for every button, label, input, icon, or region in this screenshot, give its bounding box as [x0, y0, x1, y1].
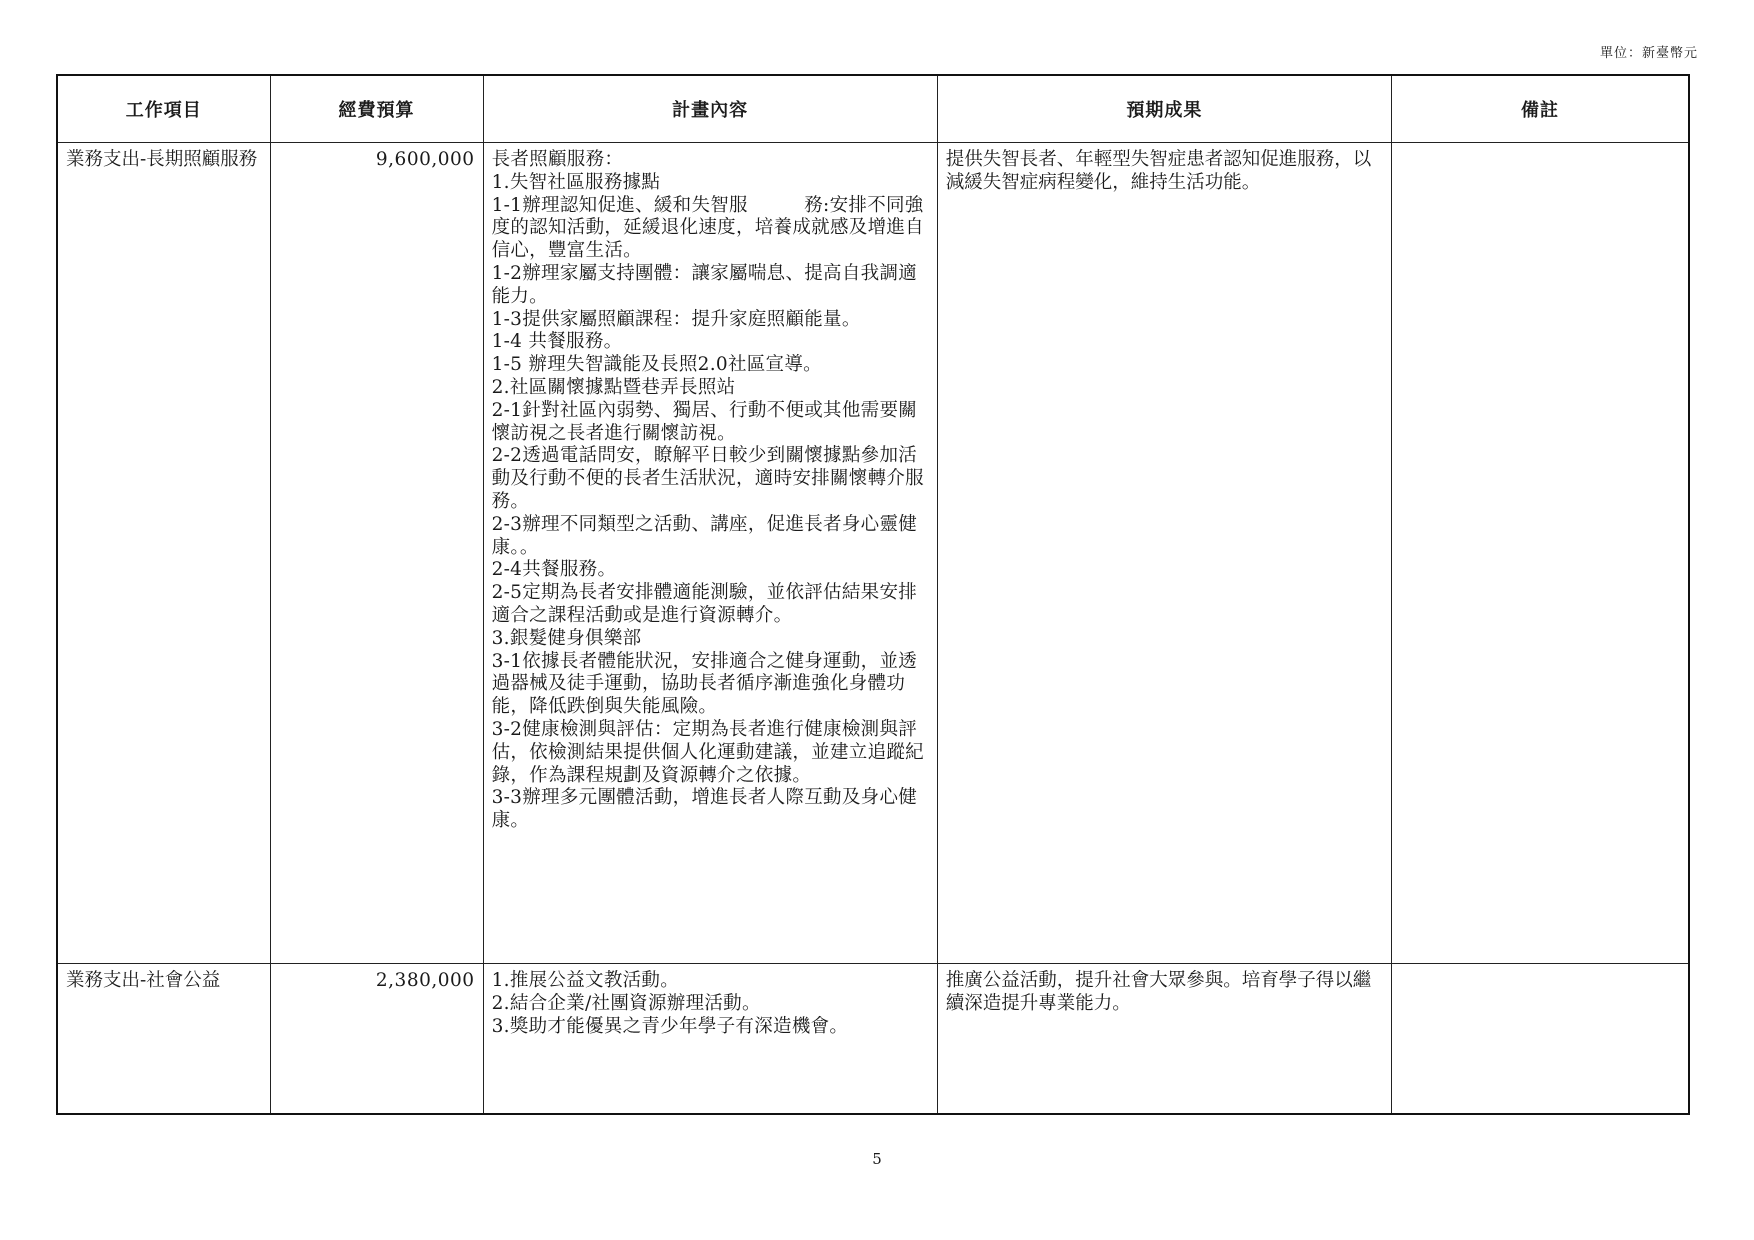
plan-line: 3-3辦理多元團體活動，增進長者人際互動及身心健康。 [491, 787, 918, 832]
expected-result-cell: 提供失智長者、年輕型失智症患者認知促進服務，以減緩失智症病程變化，維持生活功能。 [937, 143, 1391, 964]
plan-line: 3-2健康檢測與評估：定期為長者進行健康檢測與評估，依檢測結果提供個人化運動建議，並建立追蹤紀錄，作為課程規劃及資源轉介之依據。 [491, 718, 924, 786]
budget-plan-table [56, 74, 1690, 1115]
plan-line: 1.失智社區服務據點 [491, 171, 661, 193]
plan-line: 3-1依據長者體能狀況，安排適合之健身運動，並透過器械及徒手運動，協助長者循序漸進強化身體功能，降低跌倒與失能風險。 [491, 650, 918, 718]
plan-line: 1-5 辦理失智識能及長照2.0社區宣導。 [491, 354, 822, 376]
budget-cell: 2,380,000 [270, 964, 483, 1115]
plan-content-cell [483, 964, 937, 1115]
table-row [57, 143, 1689, 964]
plan-line: 2-1針對社區內弱勢、獨居、行動不便或其他需要關懷訪視之長者進行關懷訪視。 [491, 399, 918, 444]
header-remarks: 備註 [1392, 75, 1690, 143]
plan-line: 2-3辦理不同類型之活動、講座，促進長者身心靈健康。。 [491, 513, 918, 558]
plan-line: 1-2辦理家屬支持團體：讓家屬喘息、提高自我調適能力。 [491, 262, 918, 307]
header-expected-result: 預期成果 [937, 75, 1391, 143]
remarks-cell [1392, 143, 1690, 964]
page-number: 5 [872, 1150, 882, 1168]
table-row [57, 964, 1689, 1115]
header-plan-content: 計畫內容 [483, 75, 937, 143]
plan-line: 2.結合企業/社團資源辦理活動。 [491, 992, 761, 1014]
plan-line: 2-5定期為長者安排體適能測驗，並依評估結果安排適合之課程活動或是進行資源轉介。 [491, 582, 918, 626]
remarks-cell [1392, 964, 1690, 1115]
table-header-row [57, 75, 1689, 143]
plan-line: 2-4共餐服務。 [491, 559, 617, 581]
work-item-cell: 業務支出-社會公益 [57, 964, 270, 1115]
work-item-cell: 業務支出-長期照顧服務 [57, 143, 270, 964]
plan-line: 長者照顧服務： [491, 149, 624, 170]
plan-line: 1-1辦理認知促進、緩和失智服 務:安排不同強度的認知活動，延緩退化速度，培養成就感及增進自信心，豐富生活。 [491, 194, 924, 262]
plan-line: 3.銀髮健身俱樂部 [491, 627, 642, 649]
plan-line: 1.推展公益文教活動。 [491, 970, 680, 991]
plan-content-cell [483, 143, 937, 964]
plan-line: 1-4 共餐服務。 [491, 331, 623, 353]
header-work-item: 工作項目 [57, 75, 270, 143]
budget-cell: 9,600,000 [270, 143, 483, 964]
plan-line: 3.獎助才能優異之青少年學子有深造機會。 [491, 1015, 849, 1037]
header-budget: 經費預算 [270, 75, 483, 143]
expected-result-cell: 推廣公益活動，提升社會大眾參與。培育學子得以繼續深造提升專業能力。 [937, 964, 1391, 1115]
plan-line: 1-3提供家屬照顧課程：提升家庭照顧能量。 [491, 308, 861, 330]
plan-line: 2.社區關懷據點暨巷弄長照站 [491, 376, 736, 398]
currency-unit-label: 單位：新臺幣元 [1599, 46, 1698, 61]
plan-line: 2-2透過電話問安，瞭解平日較少到關懷據點參加活動及行動不便的長者生活狀況，適時安排關懷轉介服務。 [491, 445, 924, 512]
